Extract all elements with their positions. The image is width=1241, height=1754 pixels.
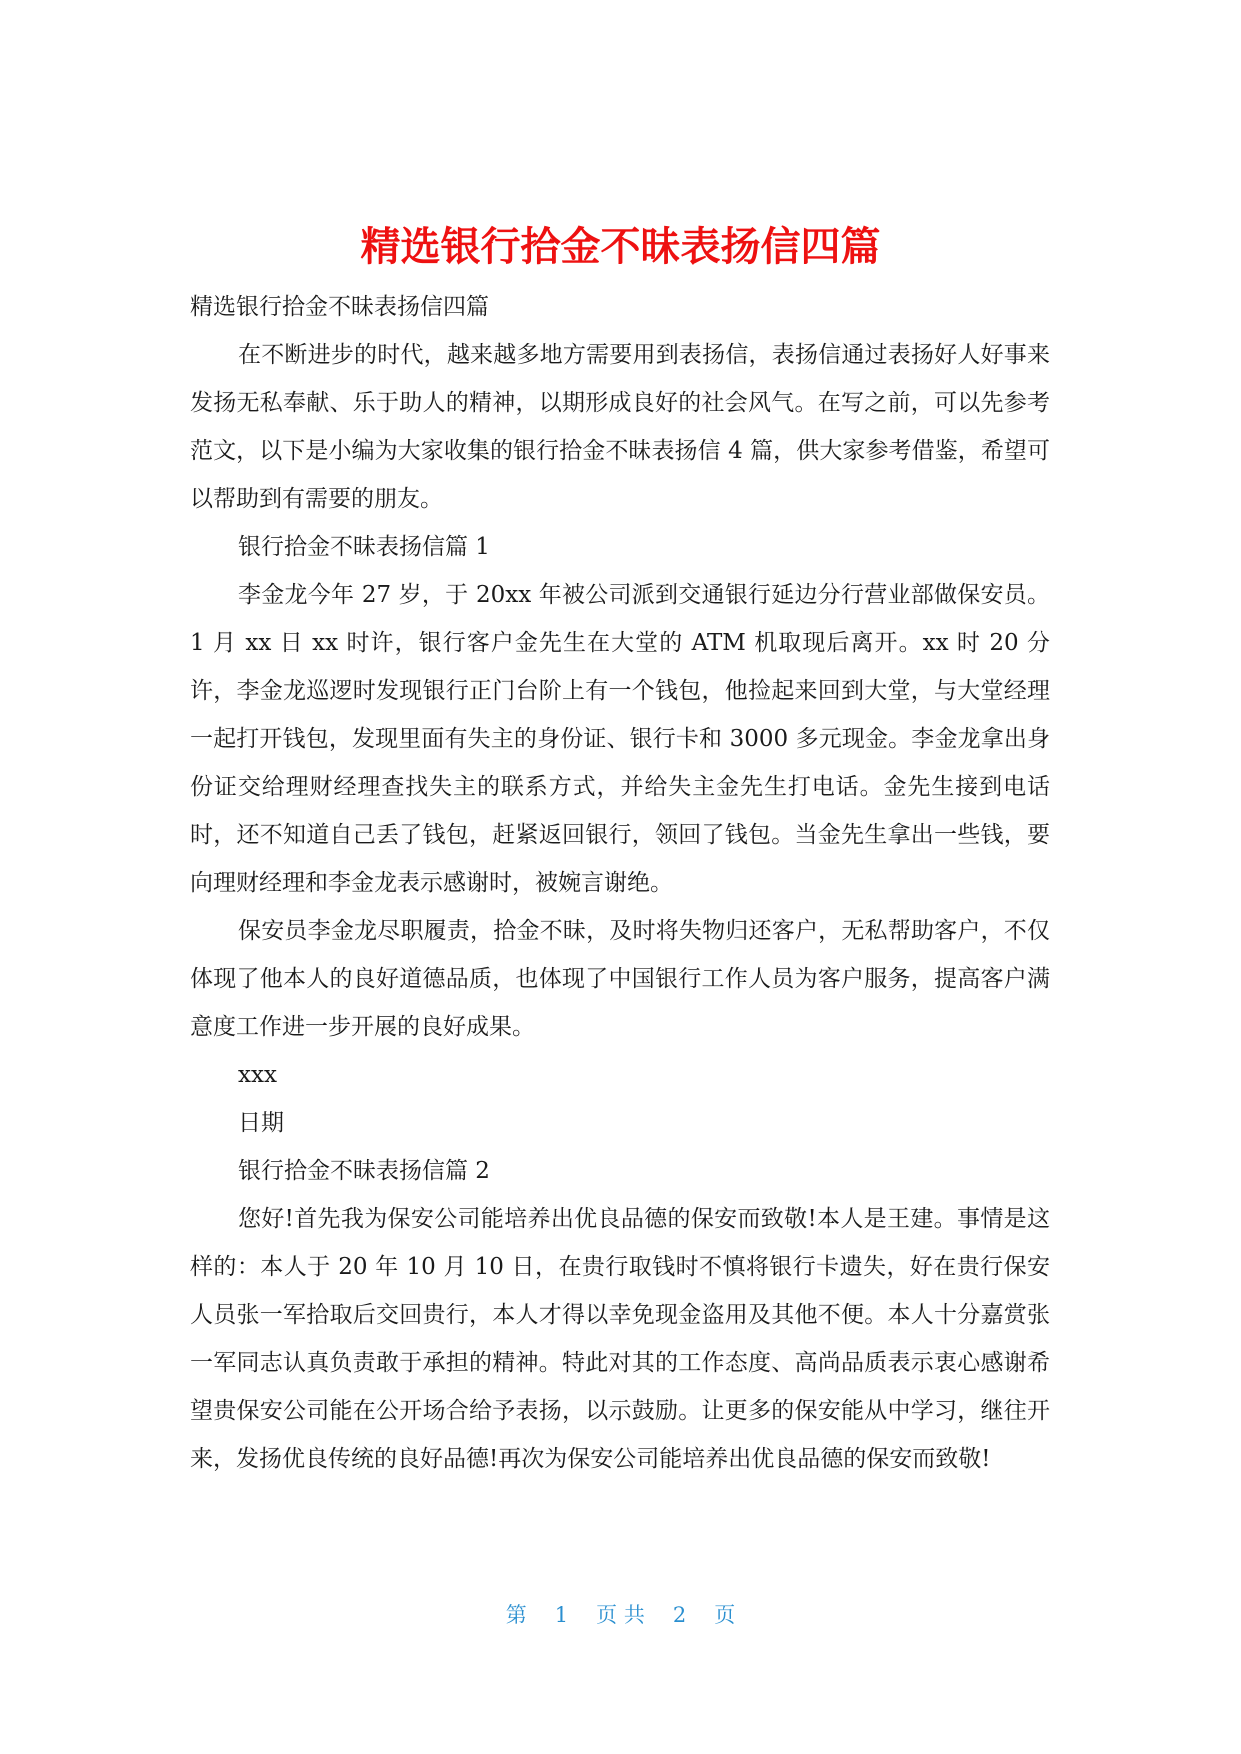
paragraph: 李金龙今年 27 岁，于 20xx 年被公司派到交通银行延边分行营业部做保安员。1 月 xx 日 xx 时许，银行客户金先生在大堂的 ATM 机取现后离开。xx 时 20 分许，李金龙巡逻时发现银行正门台阶上有一个钱包，他捡起来回到大堂，与大堂经理一起打开钱包，发现里面有失主的身份证、银行卡和 3000 多元现金。李金龙拿出身份证交给理财经理查找失主的联系方式，并给失主金先生打电话。金先生接到电话时，还不知道自己丢了钱包，赶紧返回银行，领回了钱包。当金先生拿出一些钱，要向理财经理和李金龙表示感谢时，被婉言谢绝。 [190, 582, 1050, 896]
paragraph: 在不断进步的时代，越来越多地方需要用到表扬信，表扬信通过表扬好人好事来发扬无私奉献、乐于助人的精神，以期形成良好的社会风气。在写之前，可以先参考范文，以下是小编为大家收集的银行拾金不昧表扬信 4 篇，供大家参考借鉴，希望可以帮助到有需要的朋友。 [190, 342, 1050, 512]
paragraph: 精选银行拾金不昧表扬信四篇 [190, 294, 489, 320]
footer-prefix: 第 [505, 1603, 527, 1627]
section-heading: 银行拾金不昧表扬信篇 2 [238, 1158, 490, 1184]
date-line: 日期 [238, 1110, 284, 1136]
section-heading: 银行拾金不昧表扬信篇 1 [238, 534, 490, 560]
page-footer [0, 1600, 1241, 1630]
footer-page-number: 1 [554, 1603, 569, 1627]
footer-total-pages: 2 [672, 1603, 687, 1627]
signature: xxx [238, 1062, 277, 1088]
document-title: 精选银行拾金不昧表扬信四篇 [360, 223, 881, 270]
footer-suffix: 页 [714, 1603, 736, 1627]
paragraph: 保安员李金龙尽职履责，拾金不昧，及时将失物归还客户，无私帮助客户，不仅体现了他本人的良好道德品质，也体现了中国银行工作人员为客户服务，提高客户满意度工作进一步开展的良好成果。 [190, 918, 1050, 1040]
document-body [190, 283, 1050, 1483]
paragraph: 您好!首先我为保安公司能培养出优良品德的保安而致敬!本人是王建。事情是这样的：本人于 20 年 10 月 10 日，在贵行取钱时不慎将银行卡遗失，好在贵行保安人员张一军拾取后交回贵行，本人才得以幸免现金盗用及其他不便。本人十分嘉赏张一军同志认真负责敢于承担的精神。特此对其的工作态度、高尚品质表示衷心感谢希望贵保安公司能在公开场合给予表扬，以示鼓励。让更多的保安能从中学习，继往开来，发扬优良传统的良好品德!再次为保安公司能培养出优良品德的保安而致敬! [190, 1206, 1050, 1472]
footer-middle: 页 共 [596, 1603, 645, 1627]
